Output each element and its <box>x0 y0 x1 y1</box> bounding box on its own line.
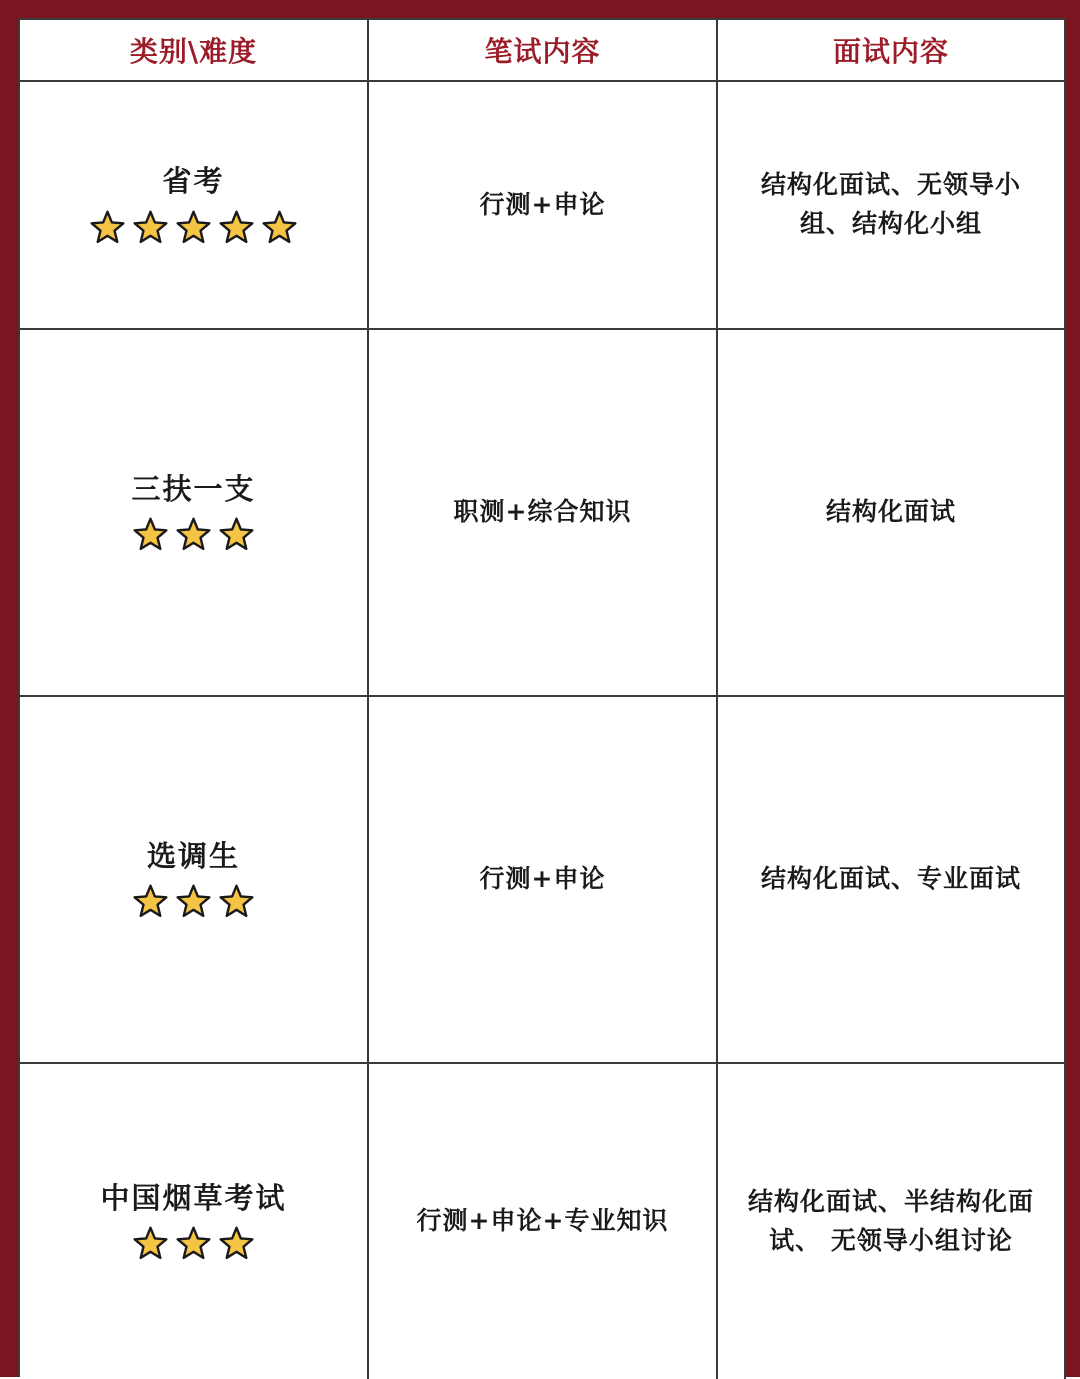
written-content: 行测+申论+专业知识 <box>416 1206 669 1236</box>
table-row <box>20 1064 1066 1379</box>
star-icon <box>89 209 126 246</box>
difficulty-stars <box>89 209 298 246</box>
star-icon <box>218 1225 255 1262</box>
table-row <box>20 330 1066 697</box>
difficulty-stars <box>132 1225 255 1262</box>
category-name: 三扶一支 <box>131 471 256 506</box>
written-cell <box>369 82 718 330</box>
interview-content: 结构化面试、无领导小组、结构化小组 <box>760 170 1021 238</box>
exam-comparison-table <box>18 18 1066 1377</box>
difficulty-stars <box>132 883 255 920</box>
star-icon <box>175 1225 212 1262</box>
difficulty-stars <box>132 516 255 553</box>
star-icon <box>132 209 169 246</box>
written-cell <box>369 1064 718 1379</box>
interview-cell <box>718 1064 1066 1379</box>
star-icon <box>218 883 255 920</box>
written-content: 行测+申论 <box>479 189 606 219</box>
category-name: 中国烟草考试 <box>100 1180 287 1215</box>
category-name: 选调生 <box>146 838 240 873</box>
written-content: 职测+综合知识 <box>453 497 632 527</box>
interview-cell <box>718 82 1066 330</box>
category-name: 省考 <box>162 164 225 199</box>
category-cell <box>20 1064 369 1379</box>
table-row <box>20 82 1066 330</box>
category-cell <box>20 82 369 330</box>
interview-content: 结构化面试、专业面试 <box>760 864 1021 894</box>
written-cell <box>369 330 718 697</box>
header-category-difficulty: 类别\难度 <box>20 20 369 82</box>
header-interview-content: 面试内容 <box>718 20 1066 82</box>
header-written-content: 笔试内容 <box>369 20 718 82</box>
table-header-row <box>20 20 1066 82</box>
star-icon <box>175 516 212 553</box>
written-cell <box>369 697 718 1064</box>
star-icon <box>132 1225 169 1262</box>
star-icon <box>175 209 212 246</box>
category-cell <box>20 697 369 1064</box>
written-content: 行测+申论 <box>479 864 606 894</box>
category-cell <box>20 330 369 697</box>
star-icon <box>218 209 255 246</box>
star-icon <box>175 883 212 920</box>
interview-cell <box>718 697 1066 1064</box>
interview-cell <box>718 330 1066 697</box>
star-icon <box>132 516 169 553</box>
star-icon <box>132 883 169 920</box>
table-row <box>20 697 1066 1064</box>
interview-content: 结构化面试 <box>825 497 956 527</box>
star-icon <box>261 209 298 246</box>
star-icon <box>218 516 255 553</box>
interview-content: 结构化面试、半结构化面试、 无领导小组讨论 <box>747 1186 1034 1255</box>
